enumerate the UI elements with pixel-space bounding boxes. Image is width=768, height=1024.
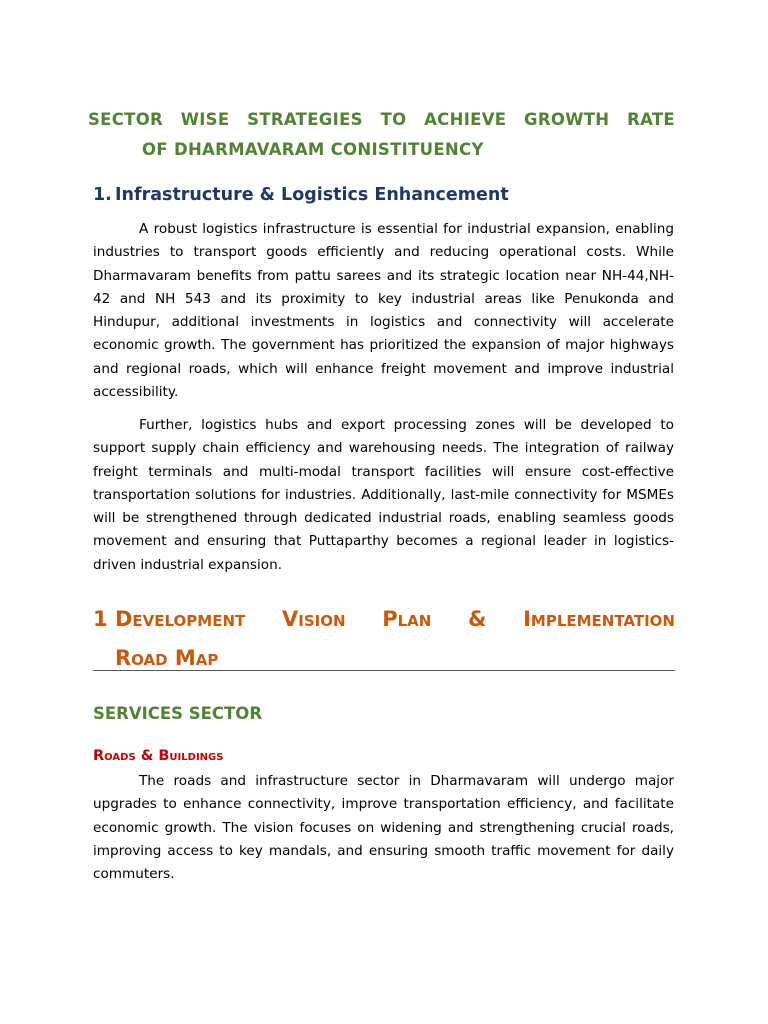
- section-heading-text: Infrastructure & Logistics Enhancement: [115, 185, 509, 205]
- section-heading-text: Development Vision Plan & Implementation: [115, 607, 675, 631]
- paragraph-logistics-hubs: Further, logistics hubs and export processing zones will be developed to support supply chain efficiency and warehousing needs. The integration of railway freight terminals and multi-modal transport facilities will ensure cost-effective transportation solutions for industries. Additionally, last-mile connectivity for MSMEs will be strengthened through dedicated industrial roads, enabling seamless goods movement and ensuring that Puttaparthy becomes a regional leader in logistics-driven industrial expansion.: [93, 417, 674, 573]
- section-heading-development-vision: [93, 600, 675, 678]
- section-heading-line-1: [93, 600, 675, 639]
- section-number: 1.: [93, 185, 112, 205]
- roads-buildings-subheading: Roads & Buildings: [93, 748, 224, 764]
- paragraph-logistics-infrastructure: A robust logistics infrastructure is essential for industrial expansion, enabling industries to transport goods efficiently and reducing operational costs. While Dharmavaram benefits from pattu sarees and its strategic location near NH-44,NH-42 and NH 543 and its proximity to key industrial areas like Penukonda and Hindupur, additional investments in logistics and connectivity will accelerate economic growth. The government has prioritized the expansion of major highways and regional roads, which will enhance freight movement and improve industrial accessibility.: [93, 221, 674, 401]
- document-title: [88, 105, 675, 165]
- section-number: 1: [93, 607, 108, 631]
- document-title-line-1: SECTOR WISE STRATEGIES TO ACHIEVE GROWTH RATE: [88, 110, 675, 129]
- document-title-line-2: OF DHARMAVARAM CONISTITUENCY: [142, 140, 484, 159]
- paragraph-roads-infrastructure: The roads and infrastructure sector in Dharmavaram will undergo major upgrades to enhance connectivity, improve transportation efficiency, and facilitate economic growth. The vision focuses on widening and strengthening crucial roads, improving access to key mandals, and ensuring smooth traffic movement for daily commuters.: [93, 773, 674, 883]
- section-heading-line-2: Road Map: [115, 646, 219, 670]
- heading-underline-rule: [93, 670, 675, 671]
- section-heading-infrastructure: [93, 182, 675, 208]
- services-sector-heading: SERVICES SECTOR: [93, 704, 263, 723]
